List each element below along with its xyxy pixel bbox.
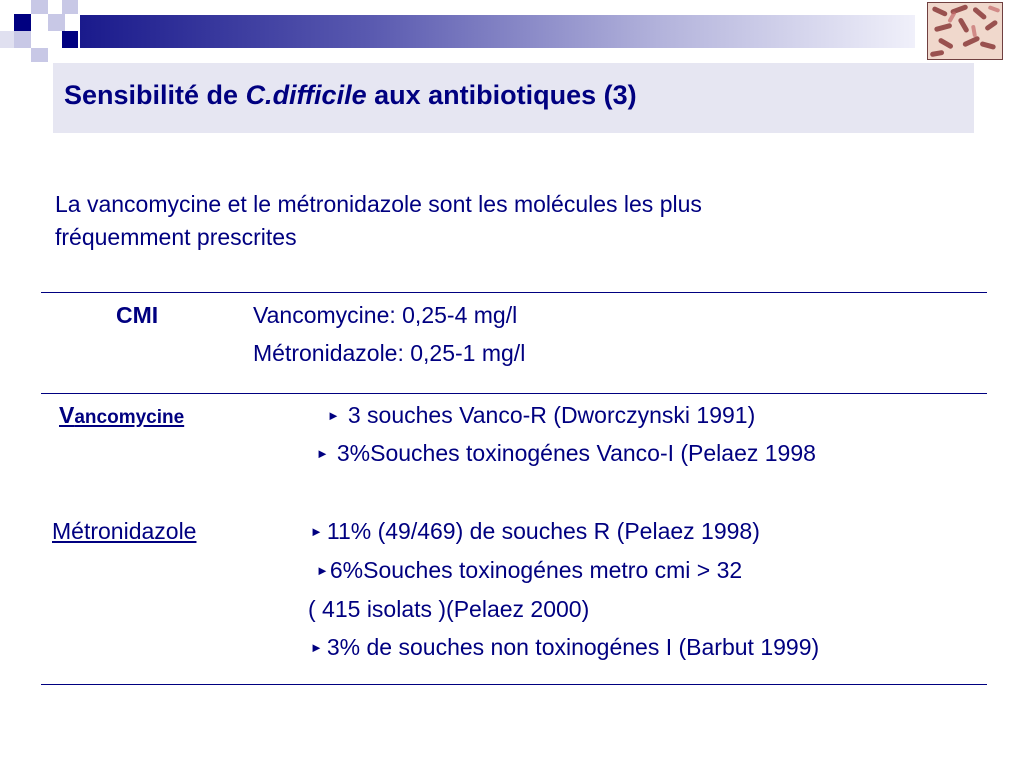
- triangle-bullet-icon: ►: [316, 446, 329, 461]
- deco-square: [31, 48, 48, 62]
- triangle-bullet-icon: ►: [327, 408, 340, 423]
- metro-item-continuation: ( 415 isolats )(Pelaez 2000): [308, 596, 590, 622]
- deco-square: [14, 31, 31, 48]
- table-rule-bottom: [41, 684, 987, 685]
- triangle-bullet-icon: ►: [316, 563, 329, 578]
- deco-square: [62, 0, 78, 14]
- vancomycine-label-rest: ancomycine: [74, 407, 185, 428]
- cmi-vancomycine-value: Vancomycine: 0,25-4 mg/l: [253, 302, 518, 328]
- vanco-item-text: 3 souches Vanco-R (Dworczynski 1991): [347, 402, 756, 428]
- vanco-bullet-item: [327, 402, 755, 429]
- deco-square: [31, 0, 48, 14]
- triangle-bullet-icon: ►: [310, 524, 323, 539]
- vancomycine-label: [59, 402, 184, 429]
- page-title: [64, 80, 637, 111]
- intro-paragraph: [55, 188, 935, 254]
- metro-bullet-item: [310, 634, 819, 661]
- metro-item-text: 11% (49/469) de souches R (Pelaez 1998): [326, 518, 760, 544]
- bacteria-micrograph-image: [927, 2, 1003, 60]
- table-rule-top: [41, 292, 987, 293]
- metro-item-text: 6%Souches toxinogénes metro cmi > 32: [329, 557, 743, 583]
- deco-square: [0, 31, 14, 48]
- title-text-after: aux antibiotiques (3): [366, 80, 637, 110]
- header-gradient-band: [80, 15, 915, 48]
- deco-square: [48, 14, 65, 31]
- cmi-label: CMI: [116, 302, 159, 328]
- metro-bullet-item: [316, 557, 742, 584]
- deco-square: [14, 14, 31, 31]
- intro-line-2: fréquemment prescrites: [55, 224, 297, 250]
- vancomycine-label-initial: V: [59, 402, 75, 428]
- table-rule-middle: [41, 393, 987, 394]
- deco-square: [62, 31, 78, 48]
- intro-line-1: La vancomycine et le métronidazole sont les molécules les plus: [55, 191, 702, 217]
- metronidazole-label: Métronidazole: [52, 518, 197, 544]
- metro-bullet-item: [310, 518, 760, 545]
- title-text-before: Sensibilité de: [64, 80, 246, 110]
- triangle-bullet-icon: ►: [310, 640, 323, 655]
- vanco-bullet-item: [316, 440, 816, 467]
- vanco-item-text: 3%Souches toxinogénes Vanco-I (Pelaez 1998: [336, 440, 816, 466]
- metro-item-text: 3% de souches non toxinogénes I (Barbut 1999): [326, 634, 820, 660]
- cmi-metronidazole-value: Métronidazole: 0,25-1 mg/l: [253, 340, 526, 366]
- title-organism: C.difficile: [245, 80, 367, 110]
